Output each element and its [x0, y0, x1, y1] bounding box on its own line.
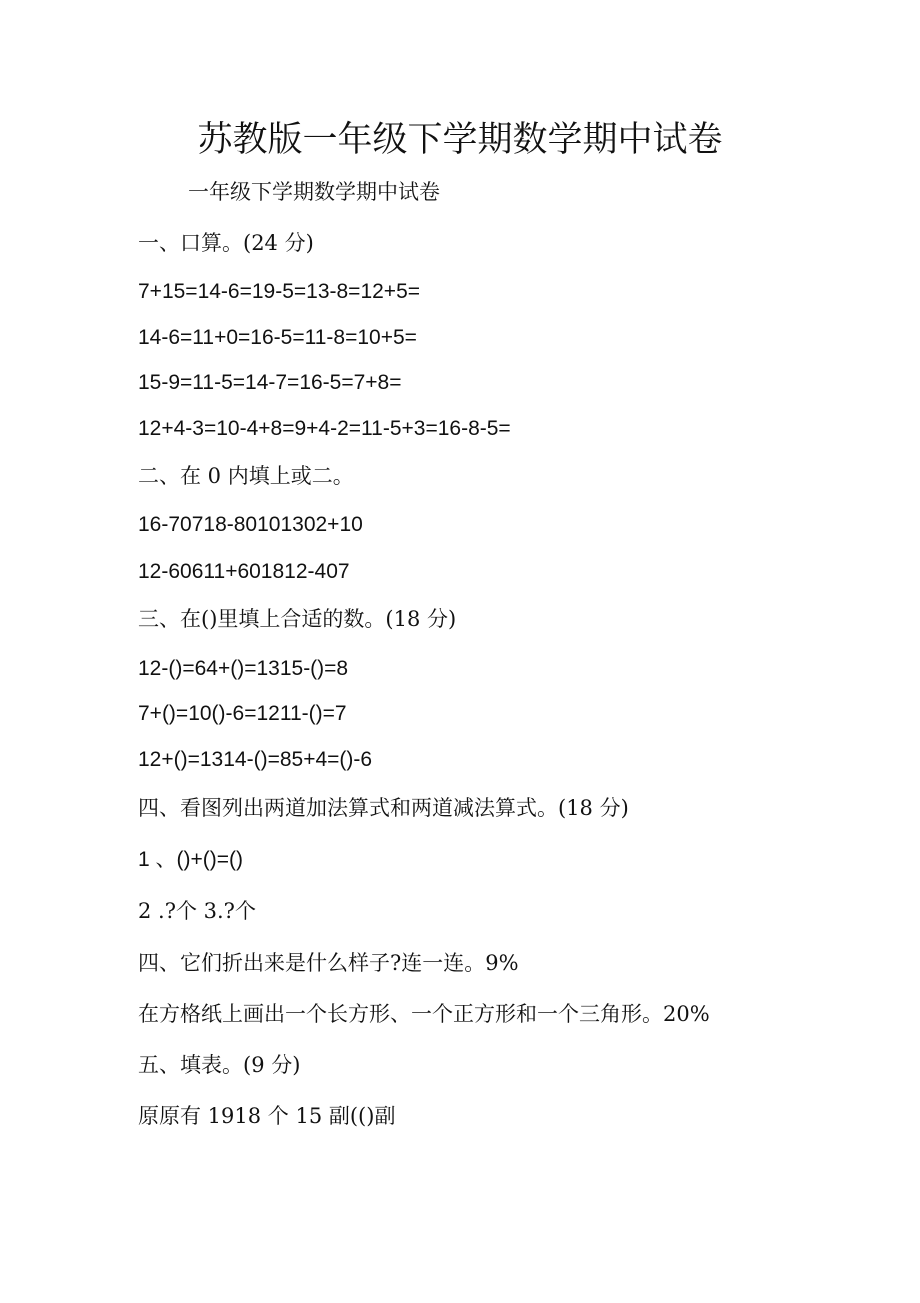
- calc-line-4: 12+4-3=10-4+8=9+4-2=11-5+3=16-8-5=: [138, 417, 511, 440]
- page-title: 苏教版一年级下学期数学期中试卷: [197, 120, 723, 160]
- fill-line-3: 12+()=1314-()=85+4=()-6: [138, 748, 373, 771]
- section-2-heading: 二、在 0 内填上或二。: [138, 464, 354, 488]
- table-line: 原原有 1918 个 15 副(()副: [138, 1104, 396, 1128]
- compare-line-2: 12-60611+601812-407: [138, 560, 350, 583]
- compare-line-1: 16-70718-80101302+10: [138, 513, 363, 536]
- section-5-heading: 五、填表。(9 分): [138, 1053, 301, 1077]
- calc-line-3: 15-9=11-5=14-7=16-5=7+8=: [138, 371, 402, 394]
- picture-equation-2: 2 .?个 3.?个: [138, 899, 256, 923]
- folding-heading: 四、它们折出来是什么样子?连一连。9%: [138, 951, 519, 975]
- section-3-heading: 三、在()里填上合适的数。(18 分): [138, 607, 457, 631]
- fill-line-1: 12-()=64+()=1315-()=8: [138, 657, 349, 680]
- picture-equation-1: 1 、()+()=(): [138, 848, 243, 871]
- fill-line-2: 7+()=10()-6=1211-()=7: [138, 702, 347, 725]
- page-subtitle: 一年级下学期数学期中试卷: [188, 180, 440, 204]
- calc-line-2: 14-6=11+0=16-5=11-8=10+5=: [138, 326, 417, 349]
- section-1-heading: 一、口算。(24 分): [138, 231, 314, 255]
- section-4-heading: 四、看图列出两道加法算式和两道减法算式。(18 分): [138, 796, 629, 820]
- drawing-heading: 在方格纸上画出一个长方形、一个正方形和一个三角形。20%: [138, 1002, 710, 1026]
- calc-line-1: 7+15=14-6=19-5=13-8=12+5=: [138, 280, 421, 303]
